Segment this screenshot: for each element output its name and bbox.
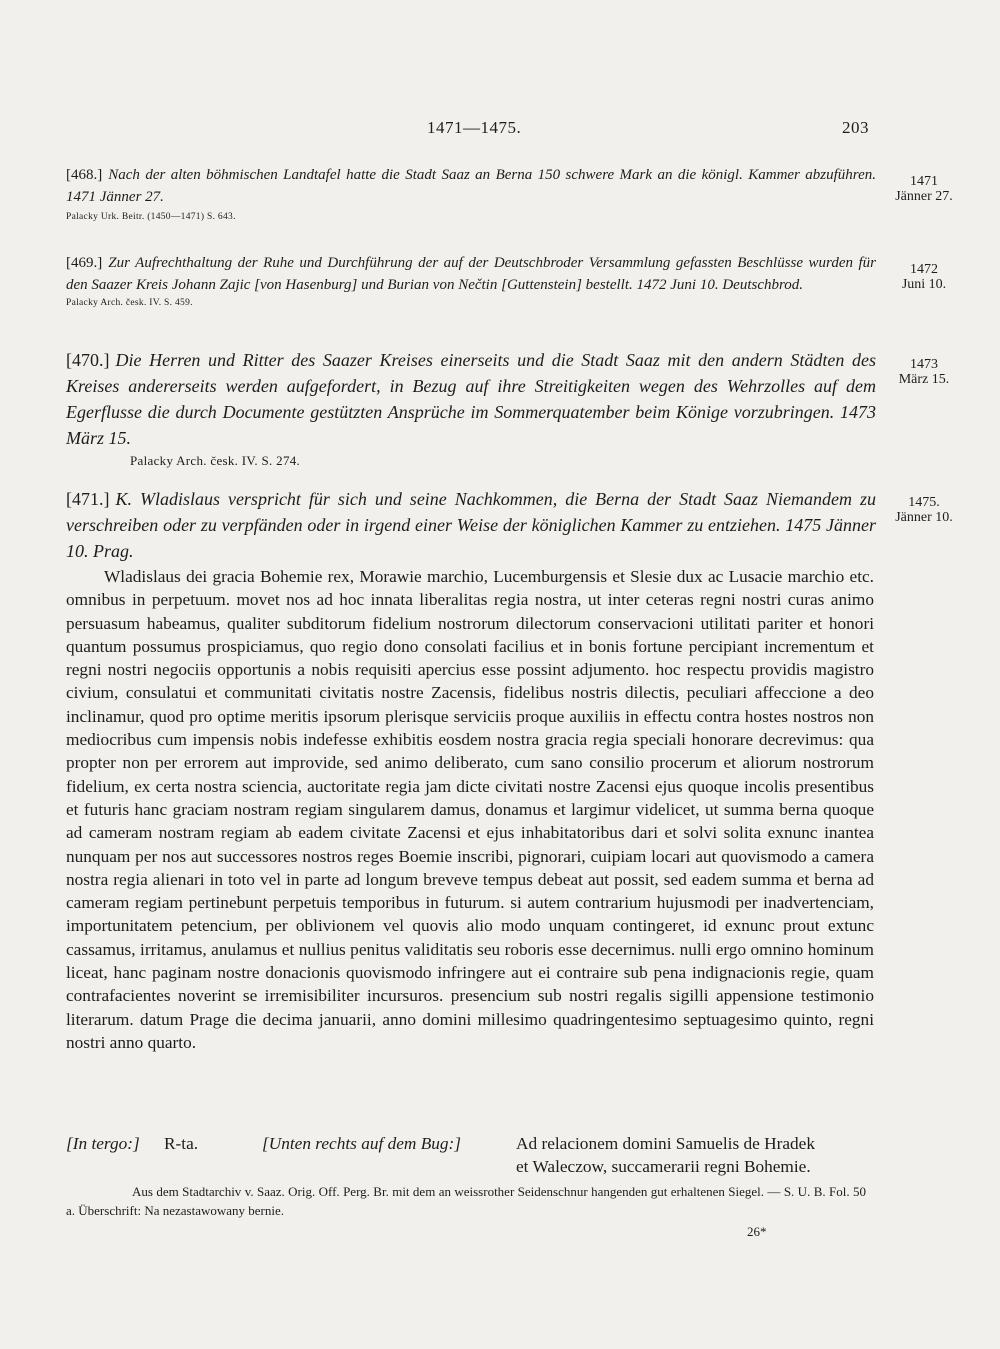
entry-source: Palacky Arch. česk. IV. S. 274.: [130, 453, 301, 468]
entry-date: 1475 Jänner 10. Prag.: [66, 515, 877, 561]
entry-source: Palacky Arch. česk. IV. S. 459.: [66, 298, 193, 308]
bug-note-line: et Waleczow, succamerarii regni Bohemie.: [516, 1157, 811, 1177]
charter-text: Wladislaus dei gracia Bohemie rex, Morawie marchio, Lucemburgensis et Slesie dux ac Lusacie marchio etc. omnibus in perpetuum. movet nos ad hoc innata liberalitas regia nostra, ut inter ceteras regni nostri curas animo persuasum habeamus, qualiter subditorum fidelium nostrorum dilectorum conservacioni utilitati pariter et honori quantum possumus prospiciamus, quo regio dono consolati facilius et in bonis fortune percipiant incrementum et regni nostri negociis opportunis a nobis requisiti apercius esse possint adjumento. hoc respectu providis magistro civium, consulatui et communitati civitatis nostre Zacensis, fidelibus nostris dilectis, peculiari affeccione a deo inclinamur, quod pro optime meritis ipsorum plerisque serviciis proque auxiliis in effectu contra hostes nostros non mediocribus cum impensis nobis indefesse exhibitis eosdem nostra gracia regia speciali honorare decrevimus: qua propter non per errorem aut improvide, sed animo deliberato, cum sano consilio procerum et aliorum nostrorum fidelium, ex certa nostra sciencia, auctoritate regia jam dicte civitati nostre Zacensi ejus quoque incolis presentibus et futuris hanc graciam nostram regiam singularem damus, donamus et largimur videlicet, ut summa berna quoque ad cameram nostram regiam ab eadem civitate Zacensi et ejus inhabitatoribus dari et solvi solita exnunc inantea nunquam per nos aut successores nostros reges Boemie inscribi, pignorari, cuipiam locari aut quovismodo a camera nostra regia alienari in toto vel in parte ad longum breveve tempus debeat aut possit, sed eadem summa et berna ad cameram regiam pertinebunt perpetuis temporibus in futurum. si autem contrarium hujusmodi per inadvertenciam, importunitatem petencium, per oblivionem vel quovis alio modo unquam contingeret, id exnunc prout extunc cassamus, irritamus, anulamus et nullius penitus validitatis seu roboris esse decernimus. nulli ergo omnino hominum liceat, hanc paginam nostre donacionis quovismodo infringere aut ei contraire sub pena indignacionis regie, quam contrafacientes noverint se irremisibiliter incursuros. presencium sub nostri regalis sigilli appensione testimonio literarum. datum Prage die decima januarii, anno domini millesimo quadringentesimo septuagesimo quinto, regni nostri anno quarto.: [66, 567, 874, 1052]
entry-number: [470.]: [66, 350, 110, 370]
entry-summary-text: Die Herren und Ritter des Saazer Kreises einerseits und die Stadt Saaz mit den andern Städten des Kreises andererseits werden aufgefordert, in Bezug auf ihre Streitigkeiten wegen des Wehrzolles auf dem Egerflusse die durch Documente gestützten Ansprüche im Sommerquatember beim Könige vorzubringen.: [66, 350, 876, 422]
margin-year: 1475.: [908, 495, 940, 510]
margin-day: März 15.: [898, 372, 950, 387]
entry-date: 1472 Juni 10. Deutschbrod.: [636, 277, 804, 293]
entry-number: [471.]: [66, 489, 110, 509]
running-title: 1471—1475.: [427, 118, 522, 137]
entry-date: 1471 Jänner 27.: [66, 189, 164, 205]
archive-footnote: Aus dem Stadtarchiv v. Saaz. Orig. Off. Perg. Br. mit dem an weissrother Seidenschnur hangenden gut erhaltenen Siegel. — S. U. B. Fol. 50 a. Überschrift: Na nezastawowany bernie.: [66, 1184, 866, 1218]
margin-year: 1472: [910, 262, 938, 277]
margin-day: Juni 10.: [901, 277, 947, 292]
tergo-text: R-ta.: [164, 1134, 199, 1153]
page-number: 203: [842, 118, 869, 137]
signature-mark: 26*: [747, 1224, 767, 1239]
entry-summary: [66, 347, 876, 451]
entry-469: [66, 252, 876, 308]
bug-label: [Unten rechts auf dem Bug:]: [262, 1134, 462, 1153]
margin-year: 1473: [910, 357, 938, 372]
entry-471: [66, 486, 876, 564]
entry-summary-text: Zur Aufrechthaltung der Ruhe und Durchführung der auf der Deutschbroder Versammlung gefassten Beschlüsse wurden für den Saazer Kreis Johann Zajic [von Hasenburg] und Burian von Nečtin [Guttenstein] bestellt.: [66, 255, 876, 293]
entry-468: [66, 164, 876, 222]
entry-470: [66, 347, 876, 469]
margin-date-471: [884, 495, 964, 525]
entry-summary-text: K. Wladislaus verspricht für sich und seine Nachkommen, die Berna der Stadt Saaz Niemandem zu verschreiben oder zu verpfänden oder in irgend einer Weise der königlichen Kammer zu entziehen.: [66, 489, 876, 535]
entry-number: [468.]: [66, 167, 103, 183]
margin-date-468: [884, 174, 964, 204]
margin-day: Jänner 27.: [895, 189, 953, 204]
entry-date: 1473 März 15.: [66, 402, 877, 448]
entry-summary: [66, 252, 876, 296]
bug-note: [516, 1132, 876, 1179]
entry-summary: [66, 486, 876, 564]
margin-date-470: [884, 357, 964, 387]
entry-source: Palacky Urk. Beitr. (1450—1471) S. 643.: [66, 212, 236, 222]
entry-summary-text: Nach der alten böhmischen Landtafel hatte die Stadt Saaz an Berna 150 schwere Mark an die königl. Kammer abzuführen.: [108, 167, 876, 183]
margin-year: 1471: [910, 174, 938, 189]
margin-date-469: [884, 262, 964, 292]
margin-day: Jänner 10.: [895, 510, 953, 525]
entry-number: [469.]: [66, 255, 103, 271]
bug-note-line: Ad relacionem domini Samuelis de Hradek: [516, 1134, 815, 1153]
tergo-label: [In tergo:]: [66, 1134, 140, 1153]
entry-summary: [66, 164, 876, 208]
